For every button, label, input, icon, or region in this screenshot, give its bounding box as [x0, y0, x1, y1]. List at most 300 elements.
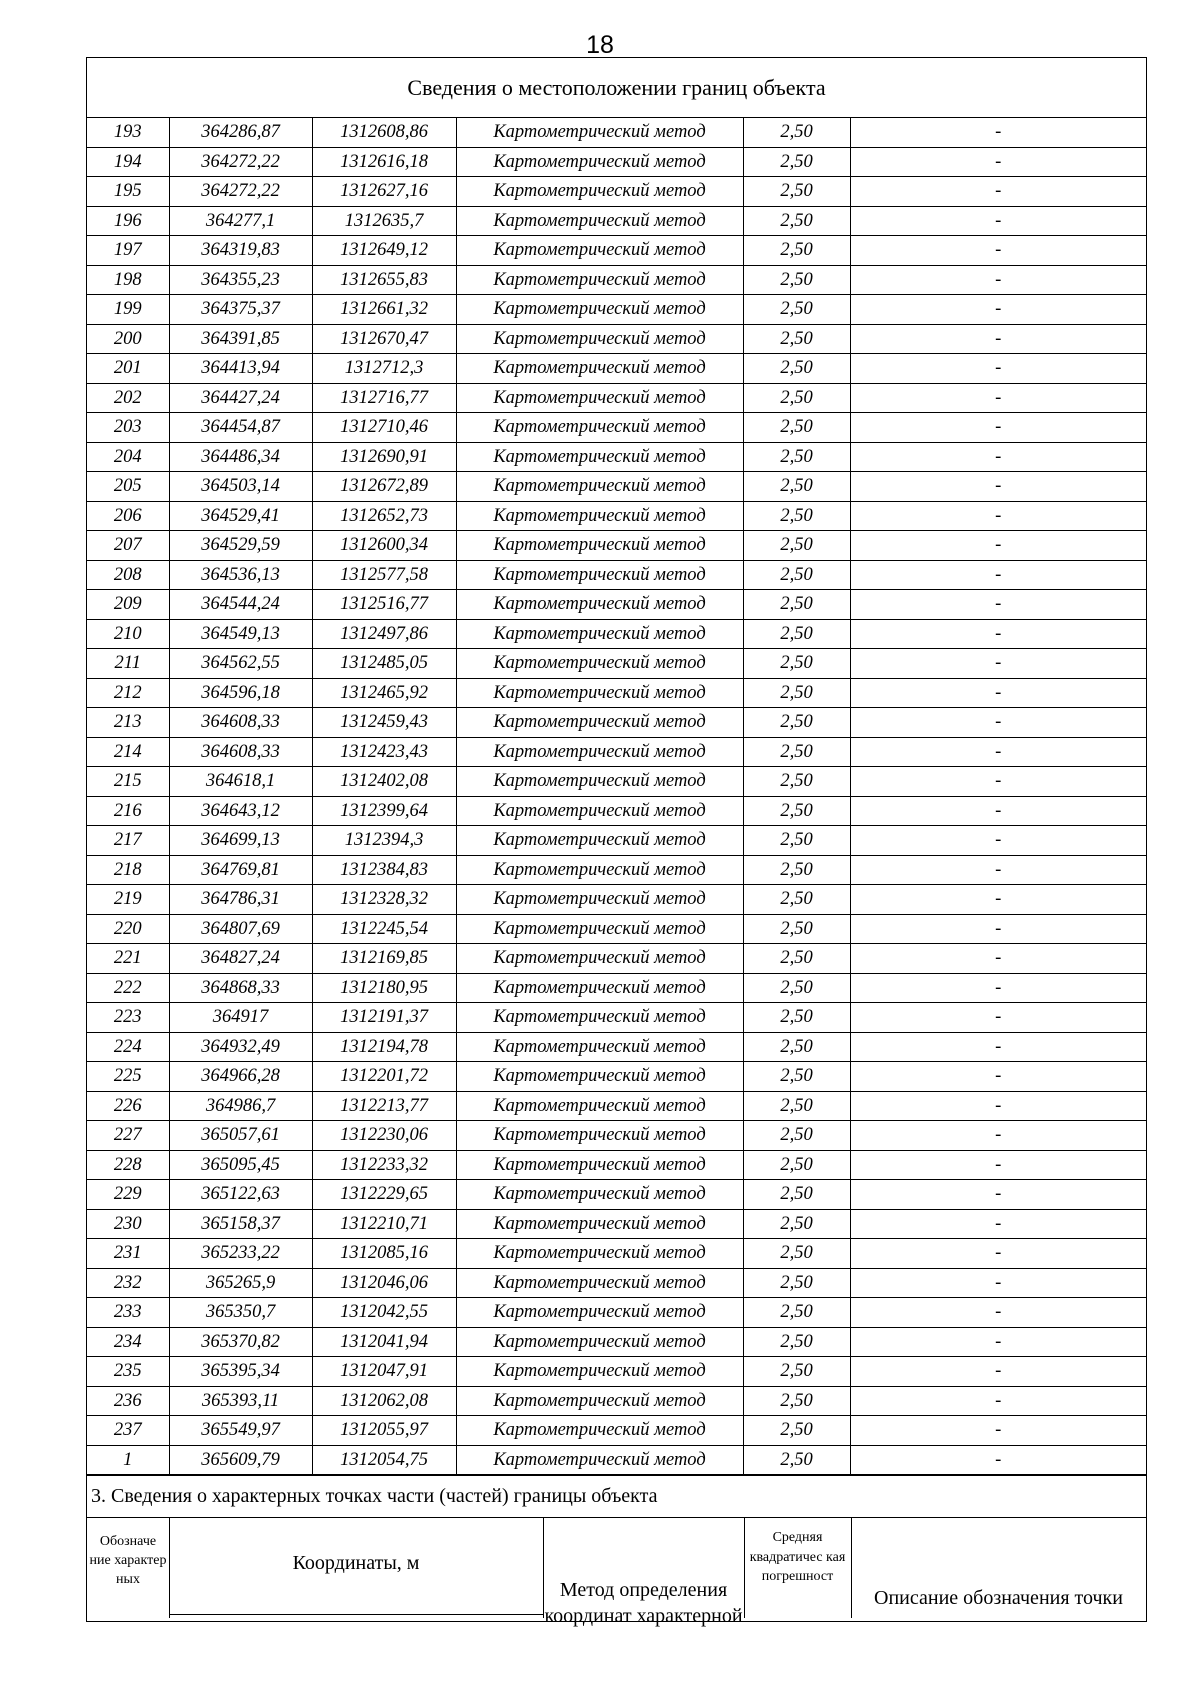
description-cell: -	[850, 826, 1146, 856]
method-cell: Картометрический метод	[456, 1062, 743, 1092]
description-cell: -	[850, 708, 1146, 738]
method-cell: Картометрический метод	[456, 737, 743, 767]
point-number-cell: 195	[87, 177, 169, 207]
table-row	[87, 560, 1146, 590]
x-coordinate-cell: 364486,34	[169, 442, 312, 472]
method-cell: Картометрический метод	[456, 501, 743, 531]
table-row	[87, 1003, 1146, 1033]
accuracy-cell: 2,50	[743, 1003, 850, 1033]
y-coordinate-cell: 1312485,05	[312, 649, 456, 679]
y-coordinate-cell: 1312402,08	[312, 767, 456, 797]
description-cell: -	[850, 265, 1146, 295]
table-row	[87, 1180, 1146, 1210]
header-method: Метод определения координат характерной	[544, 1579, 743, 1627]
table-row	[87, 1445, 1146, 1475]
table-row	[87, 1032, 1146, 1062]
y-coordinate-cell: 1312616,18	[312, 147, 456, 177]
method-cell: Картометрический метод	[456, 1180, 743, 1210]
description-cell: -	[850, 1268, 1146, 1298]
description-cell: -	[850, 1180, 1146, 1210]
accuracy-cell: 2,50	[743, 737, 850, 767]
method-cell: Картометрический метод	[456, 796, 743, 826]
y-coordinate-cell: 1312516,77	[312, 590, 456, 620]
x-coordinate-cell: 364277,1	[169, 206, 312, 236]
table-row	[87, 206, 1146, 236]
table-row	[87, 1209, 1146, 1239]
x-coordinate-cell: 364272,22	[169, 177, 312, 207]
method-cell: Картометрический метод	[456, 1416, 743, 1446]
point-number-cell: 204	[87, 442, 169, 472]
y-coordinate-cell: 1312210,71	[312, 1209, 456, 1239]
table-row	[87, 147, 1146, 177]
x-coordinate-cell: 364807,69	[169, 914, 312, 944]
x-coordinate-cell: 364786,31	[169, 885, 312, 915]
table-row	[87, 1298, 1146, 1328]
point-number-cell: 199	[87, 295, 169, 325]
x-coordinate-cell: 365265,9	[169, 1268, 312, 1298]
x-coordinate-cell: 365095,45	[169, 1150, 312, 1180]
y-coordinate-cell: 1312085,16	[312, 1239, 456, 1269]
x-coordinate-cell: 365057,61	[169, 1121, 312, 1151]
description-cell: -	[850, 1062, 1146, 1092]
y-coordinate-cell: 1312180,95	[312, 973, 456, 1003]
x-coordinate-cell: 364562,55	[169, 649, 312, 679]
description-cell: -	[850, 619, 1146, 649]
table-row	[87, 1121, 1146, 1151]
description-cell: -	[850, 147, 1146, 177]
table-row	[87, 944, 1146, 974]
table-row	[87, 265, 1146, 295]
y-coordinate-cell: 1312047,91	[312, 1357, 456, 1387]
point-number-cell: 212	[87, 678, 169, 708]
table-row	[87, 383, 1146, 413]
y-coordinate-cell: 1312042,55	[312, 1298, 456, 1328]
description-cell: -	[850, 1121, 1146, 1151]
section3-title: 3. Сведения о характерных точках части (частей) границы объекта	[87, 1475, 1146, 1518]
method-cell: Картометрический метод	[456, 885, 743, 915]
point-number-cell: 214	[87, 737, 169, 767]
x-coordinate-cell: 365233,22	[169, 1239, 312, 1269]
x-coordinate-cell: 364608,33	[169, 737, 312, 767]
description-cell: -	[850, 236, 1146, 266]
y-coordinate-cell: 1312233,32	[312, 1150, 456, 1180]
table-row	[87, 796, 1146, 826]
accuracy-cell: 2,50	[743, 1357, 850, 1387]
accuracy-cell: 2,50	[743, 973, 850, 1003]
table-row	[87, 531, 1146, 561]
accuracy-cell: 2,50	[743, 649, 850, 679]
description-cell: -	[850, 442, 1146, 472]
point-number-cell: 200	[87, 324, 169, 354]
y-coordinate-cell: 1312245,54	[312, 914, 456, 944]
accuracy-cell: 2,50	[743, 885, 850, 915]
table-row	[87, 1268, 1146, 1298]
accuracy-cell: 2,50	[743, 678, 850, 708]
y-coordinate-cell: 1312661,32	[312, 295, 456, 325]
accuracy-cell: 2,50	[743, 295, 850, 325]
point-number-cell: 221	[87, 944, 169, 974]
x-coordinate-cell: 364549,13	[169, 619, 312, 649]
table-row	[87, 767, 1146, 797]
point-number-cell: 218	[87, 855, 169, 885]
x-coordinate-cell: 364391,85	[169, 324, 312, 354]
description-cell: -	[850, 767, 1146, 797]
y-coordinate-cell: 1312465,92	[312, 678, 456, 708]
point-number-cell: 227	[87, 1121, 169, 1151]
accuracy-cell: 2,50	[743, 1032, 850, 1062]
description-cell: -	[850, 295, 1146, 325]
description-cell: -	[850, 118, 1146, 147]
description-cell: -	[850, 649, 1146, 679]
method-cell: Картометрический метод	[456, 118, 743, 147]
table-row	[87, 1062, 1146, 1092]
method-cell: Картометрический метод	[456, 767, 743, 797]
table-row	[87, 1386, 1146, 1416]
y-coordinate-cell: 1312229,65	[312, 1180, 456, 1210]
table-row	[87, 295, 1146, 325]
method-cell: Картометрический метод	[456, 1445, 743, 1475]
y-coordinate-cell: 1312712,3	[312, 354, 456, 384]
y-coordinate-cell: 1312399,64	[312, 796, 456, 826]
header-designation: Обозначе ние характер ных	[89, 1534, 167, 1587]
table-row	[87, 826, 1146, 856]
point-number-cell: 223	[87, 1003, 169, 1033]
description-cell: -	[850, 885, 1146, 915]
method-cell: Картометрический метод	[456, 1357, 743, 1387]
header-description: Описание обозначения точки	[874, 1587, 1123, 1609]
accuracy-cell: 2,50	[743, 413, 850, 443]
table-row	[87, 177, 1146, 207]
x-coordinate-cell: 365370,82	[169, 1327, 312, 1357]
x-coordinate-cell: 364272,22	[169, 147, 312, 177]
description-cell: -	[850, 1298, 1146, 1328]
x-coordinate-cell: 364286,87	[169, 118, 312, 147]
x-coordinate-cell: 364699,13	[169, 826, 312, 856]
x-coordinate-cell: 364529,59	[169, 531, 312, 561]
method-cell: Картометрический метод	[456, 1268, 743, 1298]
accuracy-cell: 2,50	[743, 914, 850, 944]
document-frame	[86, 57, 1147, 1627]
point-number-cell: 209	[87, 590, 169, 620]
method-cell: Картометрический метод	[456, 236, 743, 266]
method-cell: Картометрический метод	[456, 383, 743, 413]
y-coordinate-cell: 1312459,43	[312, 708, 456, 738]
table-row	[87, 885, 1146, 915]
accuracy-cell: 2,50	[743, 531, 850, 561]
method-cell: Картометрический метод	[456, 442, 743, 472]
table-row	[87, 737, 1146, 767]
point-number-cell: 220	[87, 914, 169, 944]
page-number: 18	[586, 31, 614, 59]
accuracy-cell: 2,50	[743, 147, 850, 177]
accuracy-cell: 2,50	[743, 1121, 850, 1151]
x-coordinate-cell: 364827,24	[169, 944, 312, 974]
method-cell: Картометрический метод	[456, 708, 743, 738]
method-cell: Картометрический метод	[456, 531, 743, 561]
point-number-cell: 219	[87, 885, 169, 915]
accuracy-cell: 2,50	[743, 944, 850, 974]
y-coordinate-cell: 1312608,86	[312, 118, 456, 147]
point-number-cell: 235	[87, 1357, 169, 1387]
point-number-cell: 232	[87, 1268, 169, 1298]
y-coordinate-cell: 1312655,83	[312, 265, 456, 295]
x-coordinate-cell: 364868,33	[169, 973, 312, 1003]
method-cell: Картометрический метод	[456, 619, 743, 649]
y-coordinate-cell: 1312041,94	[312, 1327, 456, 1357]
method-cell: Картометрический метод	[456, 649, 743, 679]
method-cell: Картометрический метод	[456, 855, 743, 885]
x-coordinate-cell: 364355,23	[169, 265, 312, 295]
point-number-cell: 231	[87, 1239, 169, 1269]
accuracy-cell: 2,50	[743, 619, 850, 649]
point-number-cell: 211	[87, 649, 169, 679]
description-cell: -	[850, 1239, 1146, 1269]
table-row	[87, 1416, 1146, 1446]
description-cell: -	[850, 1416, 1146, 1446]
x-coordinate-cell: 364643,12	[169, 796, 312, 826]
point-number-cell: 217	[87, 826, 169, 856]
y-coordinate-cell: 1312384,83	[312, 855, 456, 885]
accuracy-cell: 2,50	[743, 1298, 850, 1328]
y-coordinate-cell: 1312690,91	[312, 442, 456, 472]
method-cell: Картометрический метод	[456, 177, 743, 207]
y-coordinate-cell: 1312652,73	[312, 501, 456, 531]
description-cell: -	[850, 1091, 1146, 1121]
table-row	[87, 649, 1146, 679]
accuracy-cell: 2,50	[743, 206, 850, 236]
accuracy-cell: 2,50	[743, 590, 850, 620]
table-row	[87, 472, 1146, 502]
point-number-cell: 233	[87, 1298, 169, 1328]
x-coordinate-cell: 365609,79	[169, 1445, 312, 1475]
table-row	[87, 442, 1146, 472]
header-accuracy: Средняя квадратичес кая погрешност	[749, 1530, 846, 1584]
x-coordinate-cell: 365122,63	[169, 1180, 312, 1210]
accuracy-cell: 2,50	[743, 472, 850, 502]
accuracy-cell: 2,50	[743, 1386, 850, 1416]
table-row	[87, 118, 1146, 147]
accuracy-cell: 2,50	[743, 1062, 850, 1092]
point-number-cell: 206	[87, 501, 169, 531]
y-coordinate-cell: 1312062,08	[312, 1386, 456, 1416]
method-cell: Картометрический метод	[456, 1032, 743, 1062]
point-number-cell: 213	[87, 708, 169, 738]
method-cell: Картометрический метод	[456, 1386, 743, 1416]
accuracy-cell: 2,50	[743, 177, 850, 207]
accuracy-cell: 2,50	[743, 1209, 850, 1239]
x-coordinate-cell: 364427,24	[169, 383, 312, 413]
x-coordinate-cell: 364375,37	[169, 295, 312, 325]
accuracy-cell: 2,50	[743, 1091, 850, 1121]
table-row	[87, 354, 1146, 384]
x-coordinate-cell: 364536,13	[169, 560, 312, 590]
accuracy-cell: 2,50	[743, 1239, 850, 1269]
table-row	[87, 855, 1146, 885]
accuracy-cell: 2,50	[743, 708, 850, 738]
description-cell: -	[850, 206, 1146, 236]
method-cell: Картометрический метод	[456, 944, 743, 974]
point-number-cell: 226	[87, 1091, 169, 1121]
point-number-cell: 225	[87, 1062, 169, 1092]
table-row	[87, 1357, 1146, 1387]
method-cell: Картометрический метод	[456, 560, 743, 590]
description-cell: -	[850, 501, 1146, 531]
y-coordinate-cell: 1312328,32	[312, 885, 456, 915]
description-cell: -	[850, 855, 1146, 885]
y-coordinate-cell: 1312046,06	[312, 1268, 456, 1298]
coordinates-table	[87, 118, 1146, 1475]
accuracy-cell: 2,50	[743, 1180, 850, 1210]
accuracy-cell: 2,50	[743, 1150, 850, 1180]
method-cell: Картометрический метод	[456, 1298, 743, 1328]
accuracy-cell: 2,50	[743, 442, 850, 472]
x-coordinate-cell: 365393,11	[169, 1386, 312, 1416]
x-coordinate-cell: 364413,94	[169, 354, 312, 384]
method-cell: Картометрический метод	[456, 914, 743, 944]
x-coordinate-cell: 364454,87	[169, 413, 312, 443]
method-cell: Картометрический метод	[456, 147, 743, 177]
x-coordinate-cell: 364529,41	[169, 501, 312, 531]
method-cell: Картометрический метод	[456, 1209, 743, 1239]
point-number-cell: 198	[87, 265, 169, 295]
table-row	[87, 619, 1146, 649]
y-coordinate-cell: 1312194,78	[312, 1032, 456, 1062]
point-number-cell: 234	[87, 1327, 169, 1357]
point-number-cell: 210	[87, 619, 169, 649]
method-cell: Картометрический метод	[456, 295, 743, 325]
description-cell: -	[850, 1445, 1146, 1475]
description-cell: -	[850, 796, 1146, 826]
y-coordinate-cell: 1312672,89	[312, 472, 456, 502]
point-number-cell: 193	[87, 118, 169, 147]
method-cell: Картометрический метод	[456, 1239, 743, 1269]
description-cell: -	[850, 1327, 1146, 1357]
y-coordinate-cell: 1312054,75	[312, 1445, 456, 1475]
x-coordinate-cell: 364596,18	[169, 678, 312, 708]
point-number-cell: 215	[87, 767, 169, 797]
x-coordinate-cell: 364769,81	[169, 855, 312, 885]
table-row	[87, 590, 1146, 620]
x-coordinate-cell: 364618,1	[169, 767, 312, 797]
description-cell: -	[850, 413, 1146, 443]
y-coordinate-cell: 1312423,43	[312, 737, 456, 767]
point-number-cell: 216	[87, 796, 169, 826]
table-row	[87, 236, 1146, 266]
point-number-cell: 208	[87, 560, 169, 590]
accuracy-cell: 2,50	[743, 501, 850, 531]
table-row	[87, 914, 1146, 944]
y-coordinate-cell: 1312394,3	[312, 826, 456, 856]
y-coordinate-cell: 1312600,34	[312, 531, 456, 561]
description-cell: -	[850, 1357, 1146, 1387]
description-cell: -	[850, 737, 1146, 767]
section-title: Сведения о местоположении границ объекта	[87, 58, 1146, 118]
description-cell: -	[850, 973, 1146, 1003]
description-cell: -	[850, 560, 1146, 590]
method-cell: Картометрический метод	[456, 413, 743, 443]
y-coordinate-cell: 1312710,46	[312, 413, 456, 443]
method-cell: Картометрический метод	[456, 265, 743, 295]
x-coordinate-cell: 364966,28	[169, 1062, 312, 1092]
x-coordinate-cell: 364917	[169, 1003, 312, 1033]
accuracy-cell: 2,50	[743, 826, 850, 856]
table-row	[87, 678, 1146, 708]
accuracy-cell: 2,50	[743, 855, 850, 885]
accuracy-cell: 2,50	[743, 383, 850, 413]
description-cell: -	[850, 1032, 1146, 1062]
description-cell: -	[850, 383, 1146, 413]
x-coordinate-cell: 365395,34	[169, 1357, 312, 1387]
point-number-cell: 224	[87, 1032, 169, 1062]
accuracy-cell: 2,50	[743, 1268, 850, 1298]
method-cell: Картометрический метод	[456, 826, 743, 856]
y-coordinate-cell: 1312169,85	[312, 944, 456, 974]
x-coordinate-cell: 364544,24	[169, 590, 312, 620]
table-row	[87, 324, 1146, 354]
description-cell: -	[850, 1003, 1146, 1033]
y-coordinate-cell: 1312627,16	[312, 177, 456, 207]
y-coordinate-cell: 1312201,72	[312, 1062, 456, 1092]
method-cell: Картометрический метод	[456, 354, 743, 384]
method-cell: Картометрический метод	[456, 1121, 743, 1151]
point-number-cell: 197	[87, 236, 169, 266]
point-number-cell: 201	[87, 354, 169, 384]
point-number-cell: 229	[87, 1180, 169, 1210]
accuracy-cell: 2,50	[743, 767, 850, 797]
y-coordinate-cell: 1312230,06	[312, 1121, 456, 1151]
point-number-cell: 222	[87, 973, 169, 1003]
description-cell: -	[850, 1386, 1146, 1416]
point-number-cell: 1	[87, 1445, 169, 1475]
point-number-cell: 207	[87, 531, 169, 561]
method-cell: Картометрический метод	[456, 678, 743, 708]
point-number-cell: 230	[87, 1209, 169, 1239]
table-row	[87, 708, 1146, 738]
method-cell: Картометрический метод	[456, 472, 743, 502]
y-coordinate-cell: 1312213,77	[312, 1091, 456, 1121]
description-cell: -	[850, 531, 1146, 561]
header-coordinates: Координаты, м	[292, 1552, 420, 1574]
x-coordinate-cell: 365158,37	[169, 1209, 312, 1239]
method-cell: Картометрический метод	[456, 1003, 743, 1033]
point-number-cell: 203	[87, 413, 169, 443]
accuracy-cell: 2,50	[743, 560, 850, 590]
y-coordinate-cell: 1312635,7	[312, 206, 456, 236]
method-cell: Картометрический метод	[456, 590, 743, 620]
method-cell: Картометрический метод	[456, 1327, 743, 1357]
point-number-cell: 237	[87, 1416, 169, 1446]
point-number-cell: 228	[87, 1150, 169, 1180]
y-coordinate-cell: 1312191,37	[312, 1003, 456, 1033]
table-row	[87, 1150, 1146, 1180]
accuracy-cell: 2,50	[743, 265, 850, 295]
x-coordinate-cell: 365549,97	[169, 1416, 312, 1446]
y-coordinate-cell: 1312670,47	[312, 324, 456, 354]
description-cell: -	[850, 944, 1146, 974]
x-coordinate-cell: 365350,7	[169, 1298, 312, 1328]
method-cell: Картометрический метод	[456, 1091, 743, 1121]
point-number-cell: 236	[87, 1386, 169, 1416]
accuracy-cell: 2,50	[743, 1327, 850, 1357]
y-coordinate-cell: 1312577,58	[312, 560, 456, 590]
point-number-cell: 196	[87, 206, 169, 236]
description-cell: -	[850, 354, 1146, 384]
x-coordinate-cell: 364319,83	[169, 236, 312, 266]
table-row	[87, 1239, 1146, 1269]
table-row	[87, 1091, 1146, 1121]
description-cell: -	[850, 1209, 1146, 1239]
y-coordinate-cell: 1312055,97	[312, 1416, 456, 1446]
